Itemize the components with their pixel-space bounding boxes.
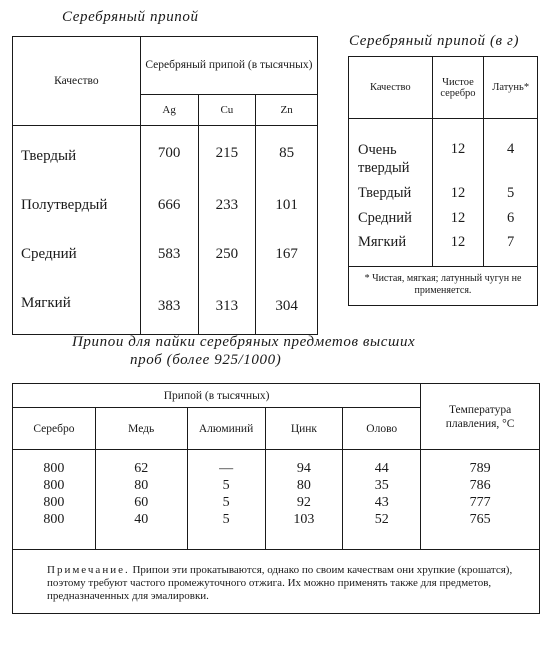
row-name: Средний	[349, 206, 433, 231]
composition-header: Серебряный припой (в тысячных)	[140, 37, 317, 95]
col-aluminium: Алюминий	[187, 408, 265, 450]
cell: 789	[469, 461, 491, 476]
cell: 800	[43, 478, 65, 493]
cell: 700	[140, 126, 198, 182]
table-row	[13, 181, 318, 230]
temperature-header: Температура плавления, °С	[421, 384, 540, 450]
row-name: Средний	[13, 230, 141, 279]
temperature-values	[421, 450, 540, 550]
cell: 12	[432, 206, 484, 231]
table1-title: Серебряный припой	[62, 9, 199, 25]
table-row	[349, 206, 538, 231]
high-grade-solder-table	[12, 383, 540, 614]
cell: 35	[374, 478, 389, 493]
cell: 44	[374, 461, 389, 476]
table-row	[13, 450, 540, 550]
table-row	[349, 119, 538, 181]
cell: 777	[469, 495, 491, 510]
cell: 304	[256, 279, 318, 335]
table-row	[13, 126, 318, 182]
cell: 800	[43, 512, 65, 527]
cell: 7	[484, 231, 538, 267]
col-zn: Zn	[256, 95, 318, 126]
row-name: Очень твердый	[349, 119, 433, 181]
cell: 12	[432, 119, 484, 181]
table-row	[13, 279, 318, 335]
cell: 786	[469, 478, 491, 493]
cell: 52	[374, 512, 389, 527]
cell: 62	[134, 461, 149, 476]
cell: 12	[432, 181, 484, 206]
cell: 85	[256, 126, 318, 182]
row-name: Твердый	[349, 181, 433, 206]
row-name: Полутвердый	[13, 181, 141, 230]
col-zinc: Цинк	[265, 408, 343, 450]
cell: 5	[222, 495, 230, 510]
cell: 12	[432, 231, 484, 267]
cell: 101	[256, 181, 318, 230]
cell: 583	[140, 230, 198, 279]
cell: 5	[484, 181, 538, 206]
cell: 60	[134, 495, 149, 510]
table2-title: Серебряный припой (в г)	[349, 33, 520, 49]
row-name: Твердый	[13, 126, 141, 182]
table3-title-line1: Припои для пайки серебряных предметов высших	[72, 334, 416, 350]
col-silver: Серебро	[13, 408, 96, 450]
footnote: * Чистая, мягкая; латунный чугун не применяется.	[349, 267, 538, 306]
silver-solder-table	[12, 36, 318, 335]
col-tin: Олово	[343, 408, 421, 450]
col-copper: Медь	[95, 408, 187, 450]
table3-title-line2: проб (более 925/1000)	[130, 352, 282, 368]
zinc-values	[265, 450, 343, 550]
table3-note	[13, 550, 540, 614]
cell: 5	[222, 478, 230, 493]
cell: 233	[198, 181, 256, 230]
note-label: Примечание.	[47, 564, 130, 576]
cell: 4	[484, 119, 538, 181]
brass-header: Латунь*	[484, 57, 538, 119]
cell: 765	[469, 512, 491, 527]
cell: 250	[198, 230, 256, 279]
cell: 94	[296, 461, 311, 476]
note-text: Припои эти прокатываются, однако по своим качествам они хрупкие (крошатся), поэтому требуют частого промежуточного отжига. Их можно применять также для предметов, предназначенных для эмалировки.	[47, 564, 513, 602]
cell: 92	[296, 495, 311, 510]
cell: 103	[293, 512, 315, 527]
col-cu: Cu	[198, 95, 256, 126]
quality-header: Качество	[349, 57, 433, 119]
col-ag: Ag	[140, 95, 198, 126]
silver-solder-grams-table	[348, 56, 538, 306]
cell: 6	[484, 206, 538, 231]
copper-values	[95, 450, 187, 550]
silver-values	[13, 450, 96, 550]
cell: 800	[43, 495, 65, 510]
cell: 80	[134, 478, 149, 493]
row-name: Мягкий	[13, 279, 141, 335]
cell: 666	[140, 181, 198, 230]
cell: 80	[296, 478, 311, 493]
cell: 313	[198, 279, 256, 335]
quality-header: Качество	[13, 37, 141, 126]
aluminium-values	[187, 450, 265, 550]
cell: 215	[198, 126, 256, 182]
cell: 167	[256, 230, 318, 279]
tin-values	[343, 450, 421, 550]
composition-header: Припой (в тысячных)	[13, 384, 421, 408]
cell: 5	[222, 512, 230, 527]
cell: 40	[134, 512, 149, 527]
row-name: Мягкий	[349, 231, 433, 267]
silver-header: Чистое серебро	[432, 57, 484, 119]
table-row	[349, 231, 538, 267]
table-row	[13, 230, 318, 279]
cell: 383	[140, 279, 198, 335]
cell: —	[219, 461, 234, 476]
cell: 43	[374, 495, 389, 510]
cell: 800	[43, 461, 65, 476]
table-row	[349, 181, 538, 206]
